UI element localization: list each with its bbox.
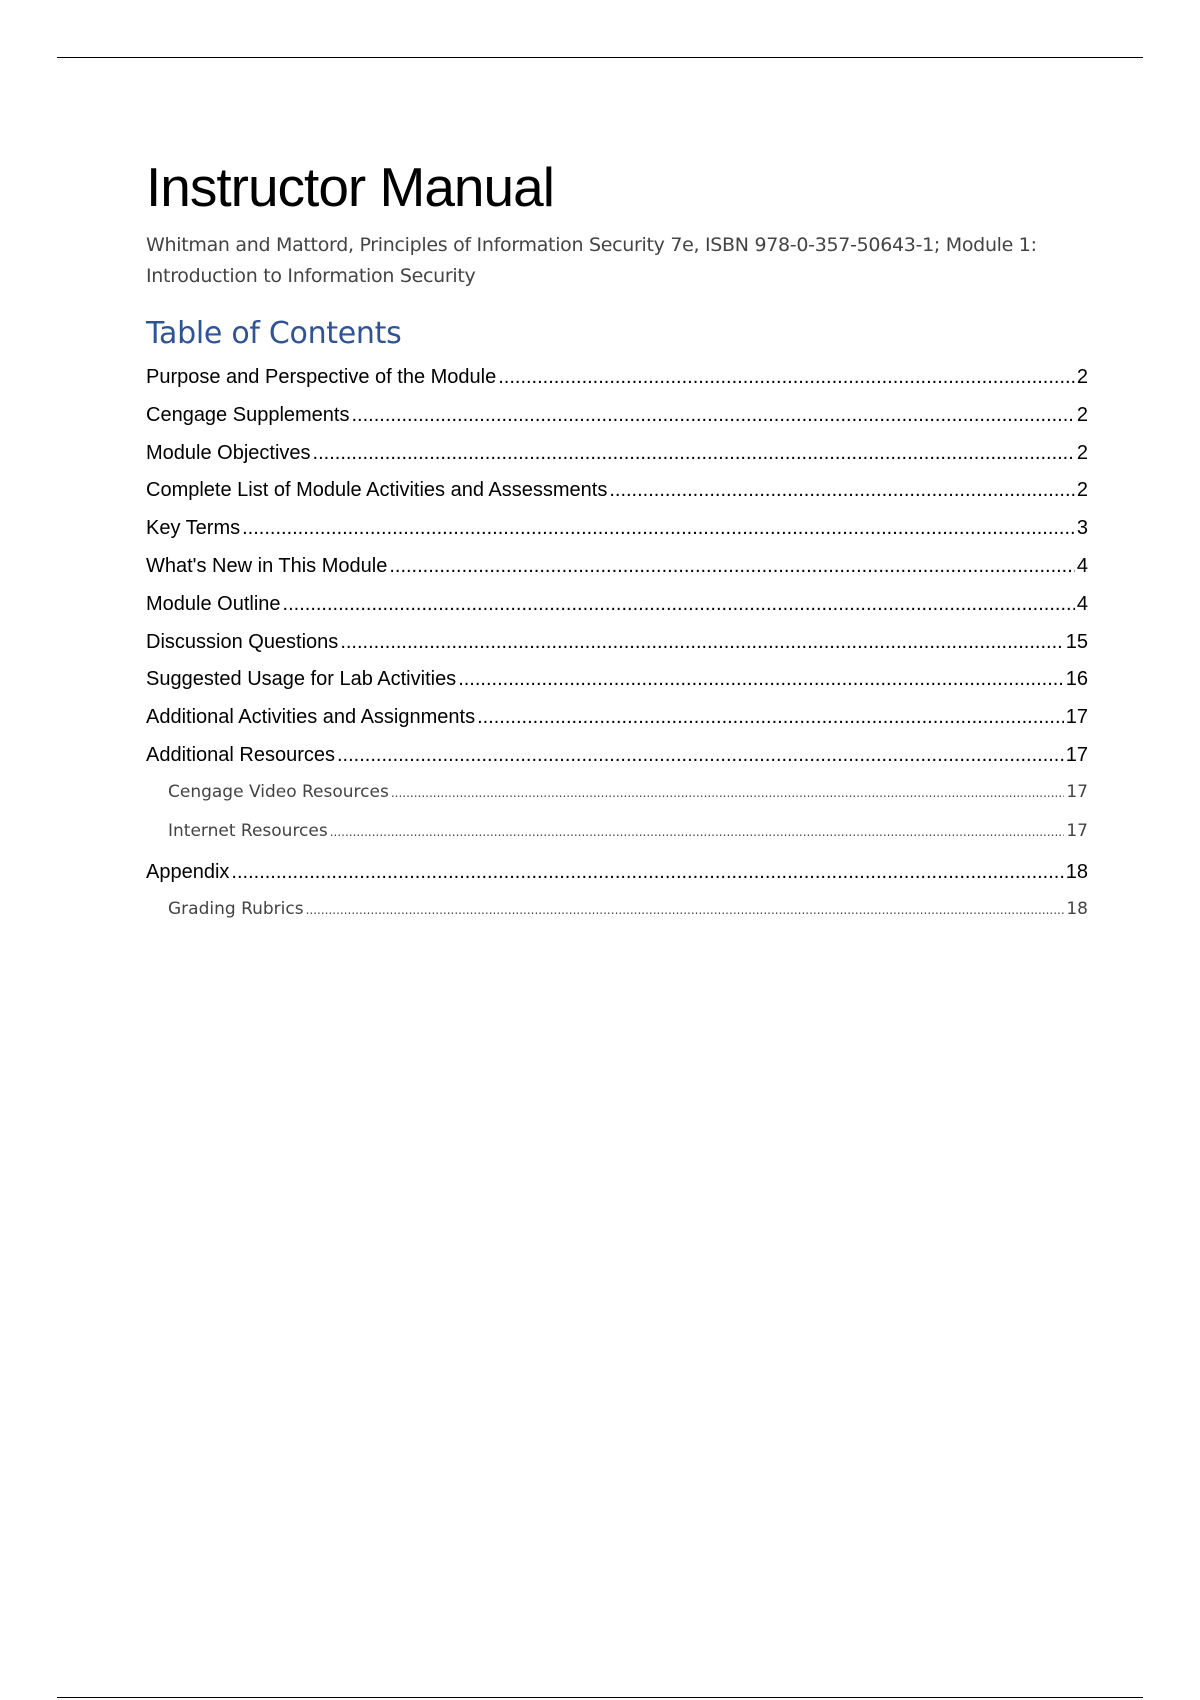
toc-entry-page: 2: [1076, 479, 1088, 502]
toc-leader-dots: [283, 593, 1075, 616]
toc-entry-page: 2: [1076, 441, 1088, 464]
toc-leader-dots: [498, 366, 1075, 389]
toc-entry-label: Appendix: [146, 860, 230, 883]
toc-entry-label: Module Objectives: [146, 441, 311, 464]
toc-entry-key-terms[interactable]: [146, 517, 1088, 555]
toc-entry-page: 17: [1065, 743, 1088, 766]
document-subtitle: Whitman and Mattord, Principles of Information Security 7e, ISBN 978-0-357-50643-1; Module 1: Introduction to Information Security: [146, 234, 1037, 287]
toc-entry-additional-resources[interactable]: [146, 744, 1088, 782]
toc-entry-label: Additional Resources: [146, 743, 335, 766]
toc-entry-purpose[interactable]: [146, 366, 1088, 404]
toc-entry-lab-activities[interactable]: [146, 668, 1088, 706]
toc-entry-page: 3: [1076, 517, 1088, 540]
toc-leader-dots: [351, 404, 1074, 427]
toc-heading: Table of Contents: [146, 316, 402, 351]
toc-entry-page: 4: [1076, 554, 1088, 577]
toc-entry-label: Suggested Usage for Lab Activities: [146, 668, 457, 691]
toc-entry-page: 18: [1065, 860, 1088, 883]
toc-entry-page: 2: [1076, 403, 1088, 426]
toc-list: [146, 366, 1088, 938]
toc-entry-discussion-questions[interactable]: [146, 631, 1088, 669]
header-rule: [57, 57, 1143, 58]
toc-entry-label: Cengage Supplements: [146, 403, 350, 426]
toc-entry-label: Module Outline: [146, 592, 281, 615]
document-title: Instructor Manual: [146, 156, 554, 218]
document-page: [146, 150, 1088, 938]
toc-entry-module-objectives[interactable]: [146, 442, 1088, 480]
toc-leader-dots: [477, 706, 1064, 729]
toc-entry-page: 15: [1065, 630, 1088, 653]
toc-leader-dots: [242, 517, 1075, 540]
toc-entry-label: Grading Rubrics: [168, 898, 304, 919]
toc-entry-label: Cengage Video Resources: [168, 781, 389, 802]
toc-leader-dots: [340, 631, 1063, 654]
toc-entry-page: 17: [1065, 706, 1088, 729]
toc-entry-internet-resources[interactable]: [146, 821, 1088, 861]
toc-entry-label: Key Terms: [146, 517, 241, 540]
toc-entry-label: Complete List of Module Activities and Assessments: [146, 479, 608, 502]
toc-entry-video-resources[interactable]: [146, 782, 1088, 822]
toc-leader-dots: [231, 861, 1063, 884]
toc-entry-whats-new[interactable]: [146, 555, 1088, 593]
footer-rule: [57, 1697, 1143, 1698]
toc-entry-label: Purpose and Perspective of the Module: [146, 366, 497, 388]
toc-leader-dots: [609, 479, 1075, 502]
toc-entry-page: 17: [1066, 821, 1088, 842]
toc-leader-dots: [458, 668, 1064, 691]
toc-leader-dots: [337, 744, 1064, 767]
toc-entry-grading-rubrics[interactable]: [146, 899, 1088, 939]
toc-entry-label: Internet Resources: [168, 821, 328, 842]
toc-entry-activities-assessments[interactable]: [146, 479, 1088, 517]
toc-leader-dots: [306, 903, 1065, 917]
toc-entry-page: 18: [1066, 898, 1088, 919]
toc-entry-module-outline[interactable]: [146, 593, 1088, 631]
toc-entry-page: 2: [1076, 366, 1088, 388]
toc-entry-page: 4: [1076, 592, 1088, 615]
toc-entry-label: Additional Activities and Assignments: [146, 706, 476, 729]
toc-leader-dots: [391, 786, 1065, 800]
toc-entry-cengage-supplements[interactable]: [146, 404, 1088, 442]
toc-entry-additional-activities[interactable]: [146, 706, 1088, 744]
toc-leader-dots: [389, 555, 1075, 578]
toc-leader-dots: [330, 825, 1065, 839]
toc-entry-label: Discussion Questions: [146, 630, 339, 653]
toc-leader-dots: [313, 442, 1075, 465]
toc-entry-page: 16: [1065, 668, 1088, 691]
toc-entry-page: 17: [1066, 781, 1088, 802]
toc-entry-appendix[interactable]: [146, 861, 1088, 899]
toc-entry-label: What's New in This Module: [146, 554, 388, 577]
